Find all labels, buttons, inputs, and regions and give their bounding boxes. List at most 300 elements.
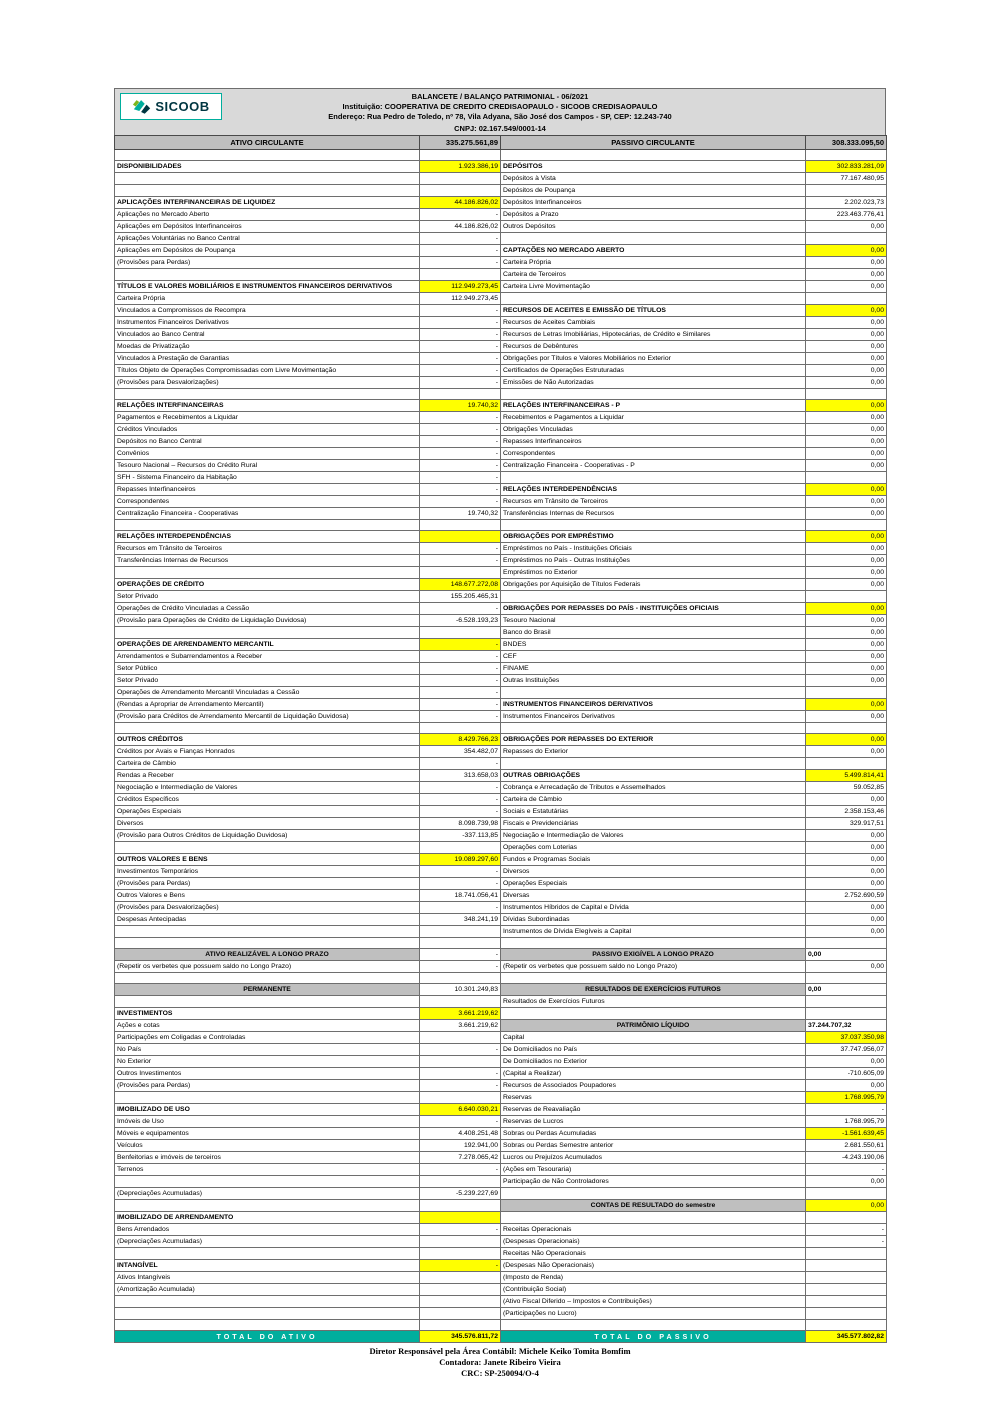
ativo-value-cell <box>420 567 501 579</box>
passivo-label-cell: (Ativo Fiscal Diferido – Impostos e Contribuições) <box>501 1296 806 1308</box>
passivo-value-cell: 0,00 <box>806 627 887 639</box>
ativo-label-cell: Benfeitorias e imóveis de terceiros <box>115 1152 420 1164</box>
ativo-label-cell: (Provisão para Outros Créditos de Liquidação Duvidosa) <box>115 830 420 842</box>
table-row <box>115 1092 887 1104</box>
ativo-label-cell: IMOBILIZADO DE ARRENDAMENTO <box>115 1212 420 1224</box>
table-row <box>115 531 887 543</box>
table-row <box>115 412 887 424</box>
table-row <box>115 734 887 746</box>
passivo-label-cell <box>501 1212 806 1224</box>
table-row <box>115 460 887 472</box>
ativo-label-cell: PERMANENTE <box>115 984 420 996</box>
table-row <box>115 209 887 221</box>
ativo-label-cell: (Provisão para Operações de Crédito de Liquidação Duvidosa) <box>115 615 420 627</box>
ativo-label-cell: Operações Especiais <box>115 806 420 818</box>
ativo-label-cell <box>115 520 420 531</box>
ativo-value-cell: 7.278.065,42 <box>420 1152 501 1164</box>
ativo-value-cell: - <box>420 436 501 448</box>
ativo-label-cell: Aplicações em Depósitos de Poupança <box>115 245 420 257</box>
passivo-label-cell: Recursos de Letras Imobiliárias, Hipotecárias, de Crédito e Similares <box>501 329 806 341</box>
passivo-label-cell: Emissões de Não Autorizadas <box>501 377 806 389</box>
ativo-value-cell <box>420 926 501 938</box>
passivo-label-cell: Reservas de Lucros <box>501 1116 806 1128</box>
ativo-value-cell: - <box>420 305 501 317</box>
ativo-value-cell <box>420 185 501 197</box>
passivo-value-cell: 0,00 <box>806 341 887 353</box>
table-row <box>115 818 887 830</box>
table-row <box>115 890 887 902</box>
table-row <box>115 484 887 496</box>
ativo-label-cell: Carteira Própria <box>115 293 420 305</box>
passivo-label-cell: Obrigações Vinculadas <box>501 424 806 436</box>
table-row <box>115 520 887 531</box>
passivo-value-cell <box>806 1188 887 1200</box>
passivo-value-cell: - <box>806 1104 887 1116</box>
table-row <box>115 782 887 794</box>
passivo-label-cell: RECURSOS DE ACEITES E EMISSÃO DE TÍTULOS <box>501 305 806 317</box>
passivo-value-cell <box>806 472 887 484</box>
passivo-label-cell: Depósitos de Poupança <box>501 185 806 197</box>
ativo-label-cell: (Provisão para Créditos de Arrendamento Mercantil de Liquidação Duvidosa) <box>115 711 420 723</box>
passivo-value-cell: 0,00 <box>806 949 887 961</box>
ativo-value-cell: 4.408.251,48 <box>420 1128 501 1140</box>
ativo-value-cell: - <box>420 209 501 221</box>
table-row <box>115 938 887 949</box>
table-row <box>115 472 887 484</box>
passivo-label-cell: Obrigações por Aquisição de Títulos Federais <box>501 579 806 591</box>
ativo-label-cell <box>115 269 420 281</box>
passivo-label-cell <box>501 687 806 699</box>
table-row <box>115 651 887 663</box>
passivo-value-cell <box>806 1308 887 1320</box>
passivo-value-cell: 0,00 <box>806 866 887 878</box>
ativo-value-cell: - <box>420 651 501 663</box>
passivo-label-cell: Outros Depósitos <box>501 221 806 233</box>
passivo-label-cell: Sobras ou Perdas Acumuladas <box>501 1128 806 1140</box>
passivo-value-cell: 0,00 <box>806 651 887 663</box>
ativo-label-cell: (Depreciações Acumuladas) <box>115 1188 420 1200</box>
header-titles <box>117 92 883 122</box>
passivo-label-cell: Fundos e Programas Sociais <box>501 854 806 866</box>
passivo-value-cell: 0,00 <box>806 353 887 365</box>
passivo-value-cell <box>806 1212 887 1224</box>
ativo-value-cell: - <box>420 1260 501 1272</box>
passivo-value-cell: 0,00 <box>806 412 887 424</box>
table-row <box>115 1152 887 1164</box>
passivo-value-cell: 0,00 <box>806 496 887 508</box>
table-row <box>115 758 887 770</box>
table-row <box>115 281 887 293</box>
ativo-label-cell: Depósitos no Banco Central <box>115 436 420 448</box>
table-row <box>115 675 887 687</box>
ativo-value-cell: 192.941,00 <box>420 1140 501 1152</box>
table-row <box>115 723 887 734</box>
ativo-label-cell: Setor Privado <box>115 675 420 687</box>
table-row <box>115 579 887 591</box>
ativo-value-cell: - <box>420 699 501 711</box>
ativo-label-cell <box>115 627 420 639</box>
passivo-value-cell: - <box>806 1236 887 1248</box>
ativo-value-cell: - <box>420 603 501 615</box>
ativo-label-cell: Outros Investimentos <box>115 1068 420 1080</box>
ativo-label-cell: Centralização Financeira - Cooperativas <box>115 508 420 520</box>
ativo-label-cell: (Provisões para Perdas) <box>115 257 420 269</box>
ativo-value-cell: 348.241,19 <box>420 914 501 926</box>
ativo-label-cell: OUTROS VALORES E BENS <box>115 854 420 866</box>
ativo-value-cell: - <box>420 543 501 555</box>
table-row <box>115 1236 887 1248</box>
ativo-value-cell: - <box>420 902 501 914</box>
passivo-value-cell: 37.747.956,07 <box>806 1044 887 1056</box>
passivo-value-cell: 0,00 <box>806 305 887 317</box>
passivo-label-cell: CEF <box>501 651 806 663</box>
passivo-value-cell: 0,00 <box>806 675 887 687</box>
ativo-value-cell: - <box>420 233 501 245</box>
passivo-label-cell: Carteira de Terceiros <box>501 269 806 281</box>
passivo-label-cell <box>501 520 806 531</box>
table-row <box>115 317 887 329</box>
table-row <box>115 185 887 197</box>
table-row <box>115 233 887 245</box>
ativo-value-cell <box>420 938 501 949</box>
ativo-value-cell: - <box>420 424 501 436</box>
ativo-value-cell <box>420 1212 501 1224</box>
document-title: BALANCETE / BALANÇO PATRIMONIAL - 06/2021 <box>411 92 589 101</box>
passivo-label-cell: (Contribuição Social) <box>501 1284 806 1296</box>
ativo-value-cell: - <box>420 448 501 460</box>
passivo-label-cell: De Domiciliados no País <box>501 1044 806 1056</box>
passivo-label-cell: Diversas <box>501 890 806 902</box>
passivo-value-cell: 0,00 <box>806 711 887 723</box>
passivo-label-cell: BNDES <box>501 639 806 651</box>
table-row <box>115 424 887 436</box>
passivo-value-cell: 0,00 <box>806 878 887 890</box>
ativo-value-cell: 19.740,32 <box>420 400 501 412</box>
table-row <box>115 508 887 520</box>
ativo-label-cell: Ações e cotas <box>115 1020 420 1032</box>
passivo-value-cell <box>806 723 887 734</box>
ativo-label-cell: Recursos em Trânsito de Terceiros <box>115 543 420 555</box>
footer-crc-line: CRC: SP-250094/O-4 <box>461 1368 539 1378</box>
passivo-label-cell: Recursos de Associados Poupadores <box>501 1080 806 1092</box>
table-row <box>115 150 887 161</box>
table-row <box>115 1164 887 1176</box>
ativo-circulante-total: 335.275.561,89 <box>420 136 501 150</box>
ativo-label-cell: SFH - Sistema Financeiro da Habitação <box>115 472 420 484</box>
passivo-label-cell <box>501 591 806 603</box>
ativo-label-cell: Créditos Específicos <box>115 794 420 806</box>
passivo-value-cell: 0,00 <box>806 734 887 746</box>
ativo-value-cell <box>420 627 501 639</box>
ativo-value-cell: - <box>420 949 501 961</box>
passivo-label-cell: OUTRAS OBRIGAÇÕES <box>501 770 806 782</box>
table-row <box>115 746 887 758</box>
table-row <box>115 996 887 1008</box>
ativo-value-cell <box>420 1200 501 1212</box>
document-header <box>114 88 886 135</box>
ativo-circulante-header: ATIVO CIRCULANTE <box>115 136 420 150</box>
ativo-value-cell <box>420 173 501 185</box>
ativo-label-cell: RELAÇÕES INTERFINANCEIRAS <box>115 400 420 412</box>
table-row <box>115 543 887 555</box>
document-footer <box>114 1343 886 1379</box>
ativo-label-cell <box>115 389 420 400</box>
passivo-label-cell: Empréstimos no País - Instituições Oficiais <box>501 543 806 555</box>
ativo-label-cell: DISPONIBILIDADES <box>115 161 420 173</box>
ativo-label-cell: (Rendas a Apropriar de Arrendamento Mercantil) <box>115 699 420 711</box>
sicoob-logo-text: SICOOB <box>155 99 210 114</box>
ativo-value-cell <box>420 269 501 281</box>
passivo-value-cell: - <box>806 1164 887 1176</box>
table-row <box>115 496 887 508</box>
passivo-value-cell: 0,00 <box>806 902 887 914</box>
passivo-value-cell: 37.037.350,98 <box>806 1032 887 1044</box>
passivo-label-cell <box>501 389 806 400</box>
passivo-value-cell: 0,00 <box>806 794 887 806</box>
ativo-value-cell: 44.186.826,02 <box>420 197 501 209</box>
ativo-value-cell: - <box>420 961 501 973</box>
ativo-label-cell: Ativos Intangíveis <box>115 1272 420 1284</box>
passivo-label-cell <box>501 1320 806 1331</box>
table-row <box>115 1200 887 1212</box>
passivo-value-cell: 0,00 <box>806 699 887 711</box>
passivo-label-cell: Instrumentos de Dívida Elegíveis a Capital <box>501 926 806 938</box>
table-row <box>115 436 887 448</box>
table-row <box>115 1032 887 1044</box>
table-row <box>115 161 887 173</box>
passivo-value-cell <box>806 996 887 1008</box>
passivo-value-cell: 302.833.281,09 <box>806 161 887 173</box>
passivo-label-cell: Fiscais e Previdenciárias <box>501 818 806 830</box>
ativo-label-cell: Arrendamentos e Subarrendamentos a Receber <box>115 651 420 663</box>
table-row <box>115 197 887 209</box>
passivo-label-cell: Lucros ou Prejuízos Acumulados <box>501 1152 806 1164</box>
table-row <box>115 603 887 615</box>
ativo-value-cell <box>420 389 501 400</box>
table-row <box>115 1188 887 1200</box>
passivo-value-cell: 0,00 <box>806 663 887 675</box>
passivo-value-cell: 0,00 <box>806 961 887 973</box>
ativo-value-cell: 148.677.272,08 <box>420 579 501 591</box>
ativo-value-cell: 3.661.219,62 <box>420 1008 501 1020</box>
table-row <box>115 377 887 389</box>
table-row <box>115 914 887 926</box>
ativo-label-cell: Aplicações em Depósitos Interfinanceiros <box>115 221 420 233</box>
table-row <box>115 1308 887 1320</box>
passivo-value-cell: 0,00 <box>806 365 887 377</box>
passivo-value-cell <box>806 1296 887 1308</box>
ativo-value-cell: 6.640.030,21 <box>420 1104 501 1116</box>
ativo-value-cell: - <box>420 1044 501 1056</box>
passivo-label-cell: (Despesas Operacionais) <box>501 1236 806 1248</box>
passivo-label-cell: Instrumentos Financeiros Derivativos <box>501 711 806 723</box>
header-title-band <box>115 89 885 123</box>
table-row <box>115 1020 887 1032</box>
passivo-value-cell: 0,00 <box>806 448 887 460</box>
passivo-label-cell: DEPÓSITOS <box>501 161 806 173</box>
table-row <box>115 1284 887 1296</box>
ativo-value-cell: - <box>420 758 501 770</box>
ativo-label-cell: Veículos <box>115 1140 420 1152</box>
table-row <box>115 902 887 914</box>
table-row <box>115 305 887 317</box>
ativo-label-cell: ATIVO REALIZÁVEL A LONGO PRAZO <box>115 949 420 961</box>
ativo-label-cell <box>115 938 420 949</box>
passivo-value-cell: 0,00 <box>806 543 887 555</box>
passivo-label-cell: Centralização Financeira - Cooperativas - P <box>501 460 806 472</box>
ativo-value-cell: - <box>420 496 501 508</box>
passivo-value-cell: -4.243.190,06 <box>806 1152 887 1164</box>
passivo-label-cell: (Imposto de Renda) <box>501 1272 806 1284</box>
passivo-label-cell: Reservas de Reavaliação <box>501 1104 806 1116</box>
ativo-label-cell <box>115 567 420 579</box>
ativo-label-cell: Transferências Internas de Recursos <box>115 555 420 567</box>
passivo-value-cell: -710.605,09 <box>806 1068 887 1080</box>
passivo-label-cell: Repasses Interfinanceiros <box>501 436 806 448</box>
table-row <box>115 1008 887 1020</box>
passivo-label-cell: Participação de Não Controladores <box>501 1176 806 1188</box>
passivo-value-cell <box>806 293 887 305</box>
ativo-value-cell <box>420 1308 501 1320</box>
ativo-label-cell <box>115 150 420 161</box>
passivo-value-cell: 2.358.153,46 <box>806 806 887 818</box>
ativo-label-cell: OUTROS CRÉDITOS <box>115 734 420 746</box>
ativo-label-cell: Diversos <box>115 818 420 830</box>
ativo-label-cell: TOTAL DO ATIVO <box>115 1331 420 1343</box>
ativo-value-cell: 354.482,07 <box>420 746 501 758</box>
passivo-value-cell: 2.752.690,59 <box>806 890 887 902</box>
ativo-label-cell <box>115 926 420 938</box>
passivo-label-cell <box>501 973 806 984</box>
table-row <box>115 973 887 984</box>
passivo-value-cell <box>806 1284 887 1296</box>
ativo-label-cell: Moedas de Privatização <box>115 341 420 353</box>
passivo-label-cell: Empréstimos no País - Outras Instituições <box>501 555 806 567</box>
ativo-value-cell: 18.741.056,41 <box>420 890 501 902</box>
passivo-value-cell <box>806 1008 887 1020</box>
ativo-label-cell: Tesouro Nacional – Recursos do Crédito Rural <box>115 460 420 472</box>
table-row <box>115 854 887 866</box>
passivo-label-cell: INSTRUMENTOS FINANCEIROS DERIVATIVOS <box>501 699 806 711</box>
ativo-value-cell: - <box>420 245 501 257</box>
ativo-value-cell <box>420 1272 501 1284</box>
ativo-value-cell: 112.949.273,45 <box>420 293 501 305</box>
passivo-label-cell: Capital <box>501 1032 806 1044</box>
passivo-label-cell: Recursos de Aceites Cambiais <box>501 317 806 329</box>
ativo-value-cell: - <box>420 794 501 806</box>
table-row <box>115 293 887 305</box>
table-row <box>115 961 887 973</box>
passivo-label-cell: De Domiciliados no Exterior <box>501 1056 806 1068</box>
passivo-value-cell: 37.244.707,32 <box>806 1020 887 1032</box>
passivo-value-cell <box>806 389 887 400</box>
passivo-label-cell: OBRIGAÇÕES POR REPASSES DO PAÍS - INSTITUIÇÕES OFICIAIS <box>501 603 806 615</box>
balance-document <box>114 88 886 1379</box>
passivo-label-cell <box>501 1008 806 1020</box>
table-row <box>115 1140 887 1152</box>
passivo-value-cell: 1.768.995,79 <box>806 1116 887 1128</box>
ativo-label-cell: Operações de Crédito Vinculadas a Cessão <box>115 603 420 615</box>
passivo-value-cell: -1.561.639,45 <box>806 1128 887 1140</box>
ativo-label-cell: Correspondentes <box>115 496 420 508</box>
passivo-label-cell: Tesouro Nacional <box>501 615 806 627</box>
ativo-label-cell: Móveis e equipamentos <box>115 1128 420 1140</box>
ativo-value-cell <box>420 723 501 734</box>
table-row <box>115 269 887 281</box>
passivo-value-cell <box>806 591 887 603</box>
passivo-value-cell: 0,00 <box>806 257 887 269</box>
ativo-value-cell: - <box>420 687 501 699</box>
ativo-label-cell: INVESTIMENTOS <box>115 1008 420 1020</box>
passivo-label-cell: Receitas Não Operacionais <box>501 1248 806 1260</box>
passivo-circulante-total: 308.333.095,50 <box>806 136 887 150</box>
passivo-label-cell: Receitas Operacionais <box>501 1224 806 1236</box>
ativo-label-cell <box>115 1092 420 1104</box>
table-row <box>115 567 887 579</box>
ativo-value-cell: - <box>420 639 501 651</box>
passivo-value-cell: 0,00 <box>806 1200 887 1212</box>
passivo-value-cell <box>806 150 887 161</box>
balance-table <box>114 135 887 1343</box>
passivo-label-cell: Operações com Loterias <box>501 842 806 854</box>
ativo-label-cell: Bens Arrendados <box>115 1224 420 1236</box>
passivo-value-cell: 329.917,51 <box>806 818 887 830</box>
ativo-value-cell <box>420 996 501 1008</box>
ativo-label-cell: IMOBILIZADO DE USO <box>115 1104 420 1116</box>
ativo-value-cell: - <box>420 711 501 723</box>
passivo-label-cell: Recebimentos e Pagamentos a Liquidar <box>501 412 806 424</box>
table-row <box>115 1044 887 1056</box>
ativo-value-cell <box>420 1236 501 1248</box>
passivo-label-cell: Dívidas Subordinadas <box>501 914 806 926</box>
passivo-label-cell <box>501 233 806 245</box>
ativo-value-cell: 44.186.826,02 <box>420 221 501 233</box>
passivo-value-cell: 0,00 <box>806 281 887 293</box>
passivo-value-cell: 0,00 <box>806 639 887 651</box>
total-row <box>115 1331 887 1343</box>
passivo-circulante-header: PASSIVO CIRCULANTE <box>501 136 806 150</box>
ativo-label-cell: (Provisões para Desvalorizações) <box>115 902 420 914</box>
passivo-label-cell: Recursos de Debêntures <box>501 341 806 353</box>
ativo-value-cell: - <box>420 1224 501 1236</box>
table-row <box>115 627 887 639</box>
passivo-value-cell: 1.768.995,79 <box>806 1092 887 1104</box>
passivo-value-cell <box>806 1272 887 1284</box>
passivo-value-cell: 2.681.550,61 <box>806 1140 887 1152</box>
passivo-value-cell: 0,00 <box>806 926 887 938</box>
ativo-label-cell: Terrenos <box>115 1164 420 1176</box>
table-row <box>115 663 887 675</box>
table-row <box>115 830 887 842</box>
ativo-label-cell: (Provisões para Perdas) <box>115 1080 420 1092</box>
table-row <box>115 711 887 723</box>
ativo-value-cell <box>420 1176 501 1188</box>
ativo-value-cell: - <box>420 341 501 353</box>
ativo-value-cell: - <box>420 412 501 424</box>
column-header-row <box>115 136 887 150</box>
table-row <box>115 245 887 257</box>
ativo-value-cell: - <box>420 484 501 496</box>
ativo-value-cell: 345.576.811,72 <box>420 1331 501 1343</box>
table-row <box>115 1176 887 1188</box>
passivo-value-cell: 0,00 <box>806 567 887 579</box>
passivo-label-cell: PATRIMÔNIO LÍQUIDO <box>501 1020 806 1032</box>
ativo-value-cell: 10.301.249,83 <box>420 984 501 996</box>
table-row <box>115 400 887 412</box>
passivo-label-cell: OBRIGAÇÕES POR REPASSES DO EXTERIOR <box>501 734 806 746</box>
ativo-label-cell <box>115 173 420 185</box>
passivo-label-cell: Certificados de Operações Estruturadas <box>501 365 806 377</box>
